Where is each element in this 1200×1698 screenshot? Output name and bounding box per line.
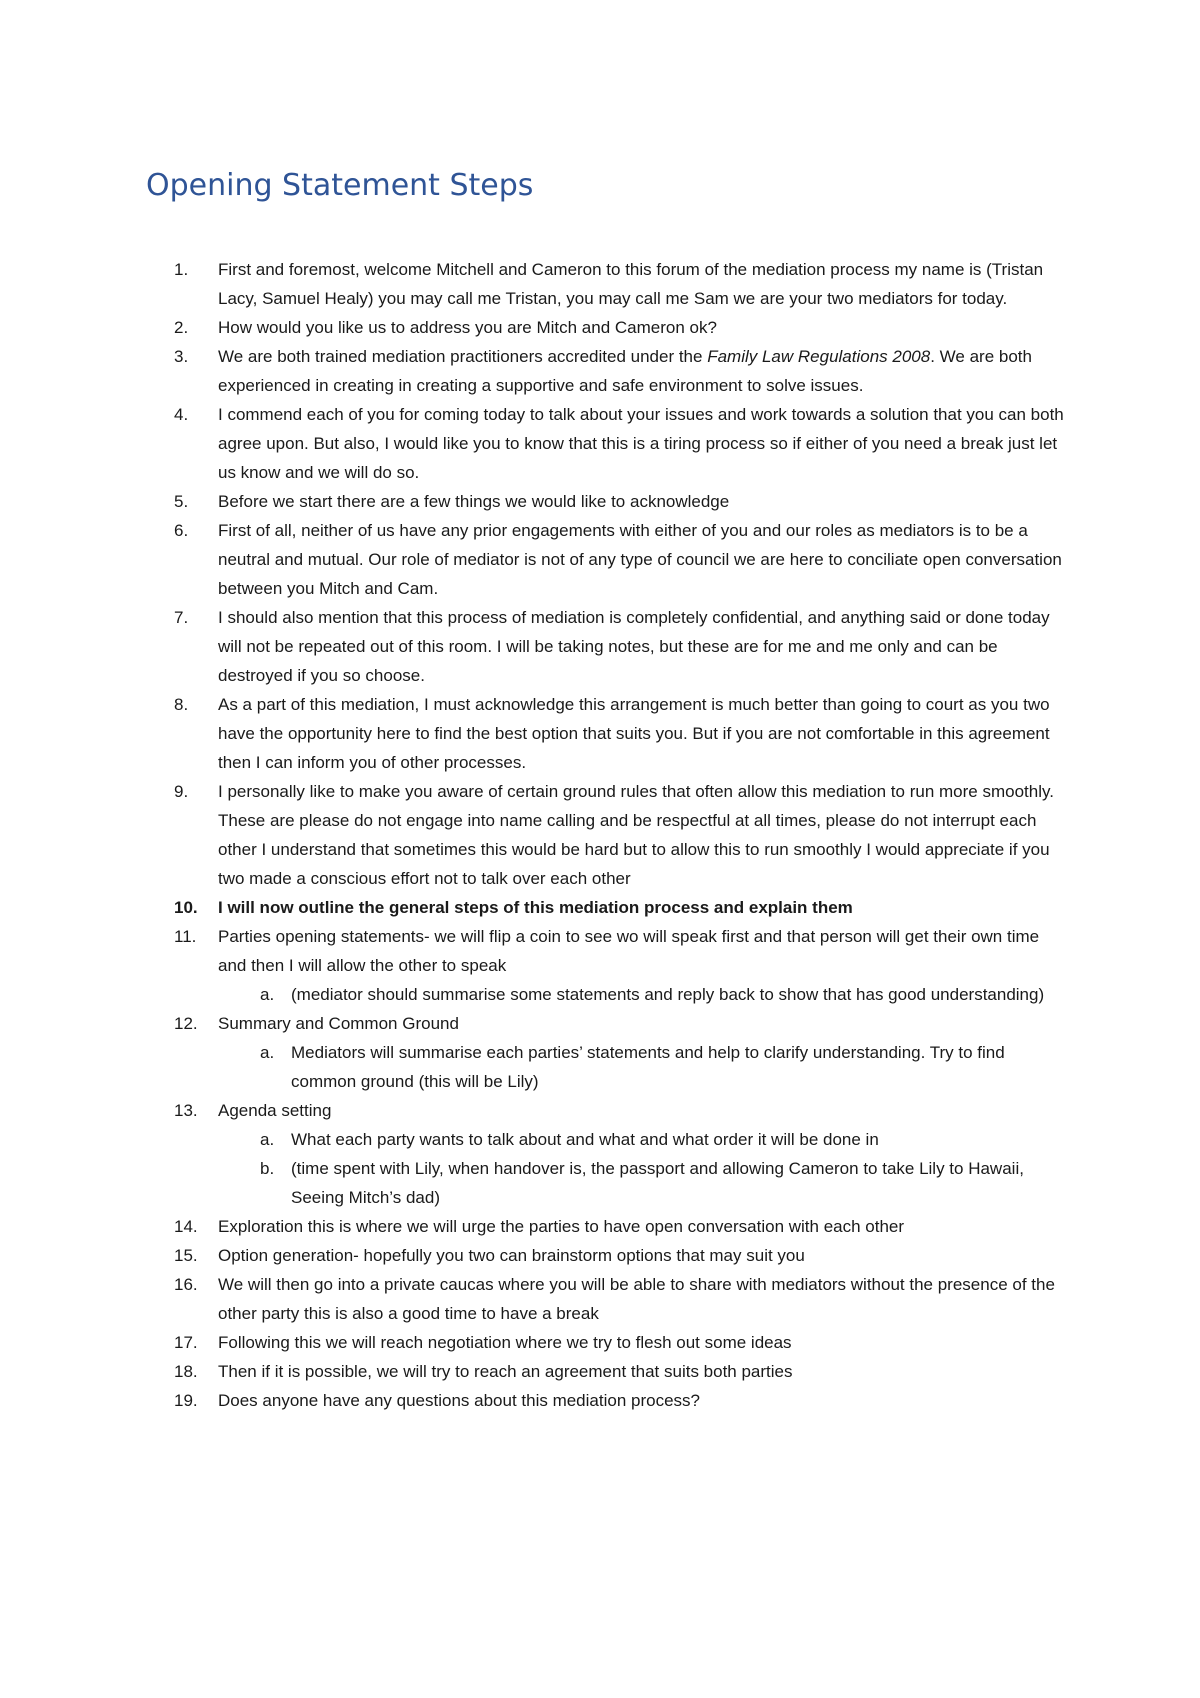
sub-list-item-text: (time spent with Lily, when handover is, the passport and allowing Cameron to take Lily to Hawaii, Seeing Mitch’s dad) [291, 1159, 1024, 1207]
list-item-text: Following this we will reach negotiation where we try to flesh out some ideas [218, 1333, 792, 1352]
list-item-number: 13. [174, 1101, 198, 1120]
list-item-text: Does anyone have any questions about this mediation process? [218, 1391, 700, 1410]
list-item [146, 777, 1066, 893]
list-item [146, 400, 1066, 487]
sub-list [218, 980, 1066, 1009]
list-item-text: Then if it is possible, we will try to reach an agreement that suits both parties [218, 1362, 793, 1381]
list-item-text: I should also mention that this process of mediation is completely confidential, and anything said or done today will not be repeated out of this room. I will be taking notes, but these are for me and me only and can be destroyed if you so choose. [218, 608, 1050, 685]
list-item [146, 1212, 1066, 1241]
list-item-text: Option generation- hopefully you two can brainstorm options that may suit you [218, 1246, 805, 1265]
list-item-number: 7. [174, 608, 189, 627]
regulation-citation: Family Law Regulations 2008 [707, 347, 931, 366]
list-item-number: 9. [174, 782, 189, 801]
list-item-text: Agenda setting [218, 1101, 332, 1120]
list-item [146, 1009, 1066, 1096]
sub-list-item-text: What each party wants to talk about and what and what order it will be done in [291, 1130, 879, 1149]
list-item [146, 893, 1066, 922]
list-item-text: Summary and Common Ground [218, 1014, 459, 1033]
sub-list [218, 1125, 1066, 1212]
list-item-number: 15. [174, 1246, 198, 1265]
list-item [146, 690, 1066, 777]
list-item-number: 5. [174, 492, 189, 511]
steps-list [146, 255, 1066, 1415]
list-item-text: I personally like to make you aware of certain ground rules that often allow this mediation to run more smoothly. These are please do not engage into name calling and be respectful at all times, please do not interrupt each other I understand that sometimes this would be hard but to allow this to run smoothly I would appreciate if you two made a conscious effort not to talk over each other [218, 782, 1054, 888]
list-item-number: 17. [174, 1333, 198, 1352]
list-item [146, 1241, 1066, 1270]
list-item [146, 1328, 1066, 1357]
list-item-number: 2. [174, 318, 189, 337]
sub-list-item [218, 980, 1066, 1009]
list-item-text-part: . We are both experienced in creating in creating a supportive and safe environment to solve issues. [218, 347, 1032, 395]
list-item [146, 1386, 1066, 1415]
list-item-text: I will now outline the general steps of this mediation process and explain them [218, 898, 853, 917]
list-item [146, 342, 1066, 400]
sub-list-item-text: (mediator should summarise some statements and reply back to show that has good understanding) [291, 985, 1045, 1004]
list-item-number: 16. [174, 1275, 198, 1294]
list-item [146, 487, 1066, 516]
sub-list-item [218, 1154, 1066, 1212]
list-item-text: How would you like us to address you are Mitch and Cameron ok? [218, 318, 717, 337]
list-item-number: 19. [174, 1391, 198, 1410]
list-item-text-part: We are both trained mediation practitioners accredited under the [218, 347, 708, 366]
list-item-text: Parties opening statements- we will flip a coin to see wo will speak first and that person will get their own time and then I will allow the other to speak [218, 927, 1040, 975]
list-item-number: 3. [174, 347, 189, 366]
list-item [146, 922, 1066, 1009]
list-item-text: We will then go into a private caucas where you will be able to share with mediators without the presence of the other party this is also a good time to have a break [218, 1275, 1055, 1323]
list-item-text: I commend each of you for coming today to talk about your issues and work towards a solution that you can both agree upon. But also, I would like you to know that this is a tiring process so if either of you need a break just let us know and we will do so. [218, 405, 1064, 482]
list-item-number: 18. [174, 1362, 198, 1381]
sub-list-item-text: Mediators will summarise each parties’ statements and help to clarify understanding. Try to find common ground (this will be Lily) [291, 1043, 1005, 1091]
list-item [146, 1357, 1066, 1386]
list-item-text: As a part of this mediation, I must acknowledge this arrangement is much better than going to court as you two have the opportunity here to find the best option that suits you. But if you are not comfortable in this agreement then I can inform you of other processes. [218, 695, 1050, 772]
list-item-number: 14. [174, 1217, 198, 1236]
list-item [146, 516, 1066, 603]
list-item [146, 1096, 1066, 1212]
list-item-number: 11. [174, 927, 197, 946]
list-item [146, 313, 1066, 342]
list-item-number: 8. [174, 695, 189, 714]
list-item-number: 10. [174, 898, 198, 917]
list-item [146, 1270, 1066, 1328]
list-item [146, 603, 1066, 690]
list-item-text [218, 347, 1032, 395]
page-title: Opening Statement Steps [146, 168, 534, 203]
list-item-number: 12. [174, 1014, 198, 1033]
sub-list-item-letter: a. [260, 1130, 275, 1149]
list-item-text: First of all, neither of us have any prior engagements with either of you and our roles as mediators is to be a neutral and mutual. Our role of mediator is not of any type of council we are here to conciliate open conversation between you Mitch and Cam. [218, 521, 1062, 598]
list-item-text: Exploration this is where we will urge the parties to have open conversation with each other [218, 1217, 905, 1236]
list-item [146, 255, 1066, 313]
sub-list [218, 1038, 1066, 1096]
sub-list-item [218, 1125, 1066, 1154]
list-item-text: First and foremost, welcome Mitchell and Cameron to this forum of the mediation process my name is (Tristan Lacy, Samuel Healy) you may call me Tristan, you may call me Sam we are your two mediators for today. [218, 260, 1044, 308]
sub-list-item-letter: b. [260, 1159, 275, 1178]
list-item-number: 4. [174, 405, 189, 424]
sub-list-item-letter: a. [260, 1043, 275, 1062]
sub-list-item [218, 1038, 1066, 1096]
list-item-text: Before we start there are a few things we would like to acknowledge [218, 492, 730, 511]
list-item-number: 6. [174, 521, 189, 540]
sub-list-item-letter: a. [260, 985, 275, 1004]
list-item-number: 1. [174, 260, 189, 279]
